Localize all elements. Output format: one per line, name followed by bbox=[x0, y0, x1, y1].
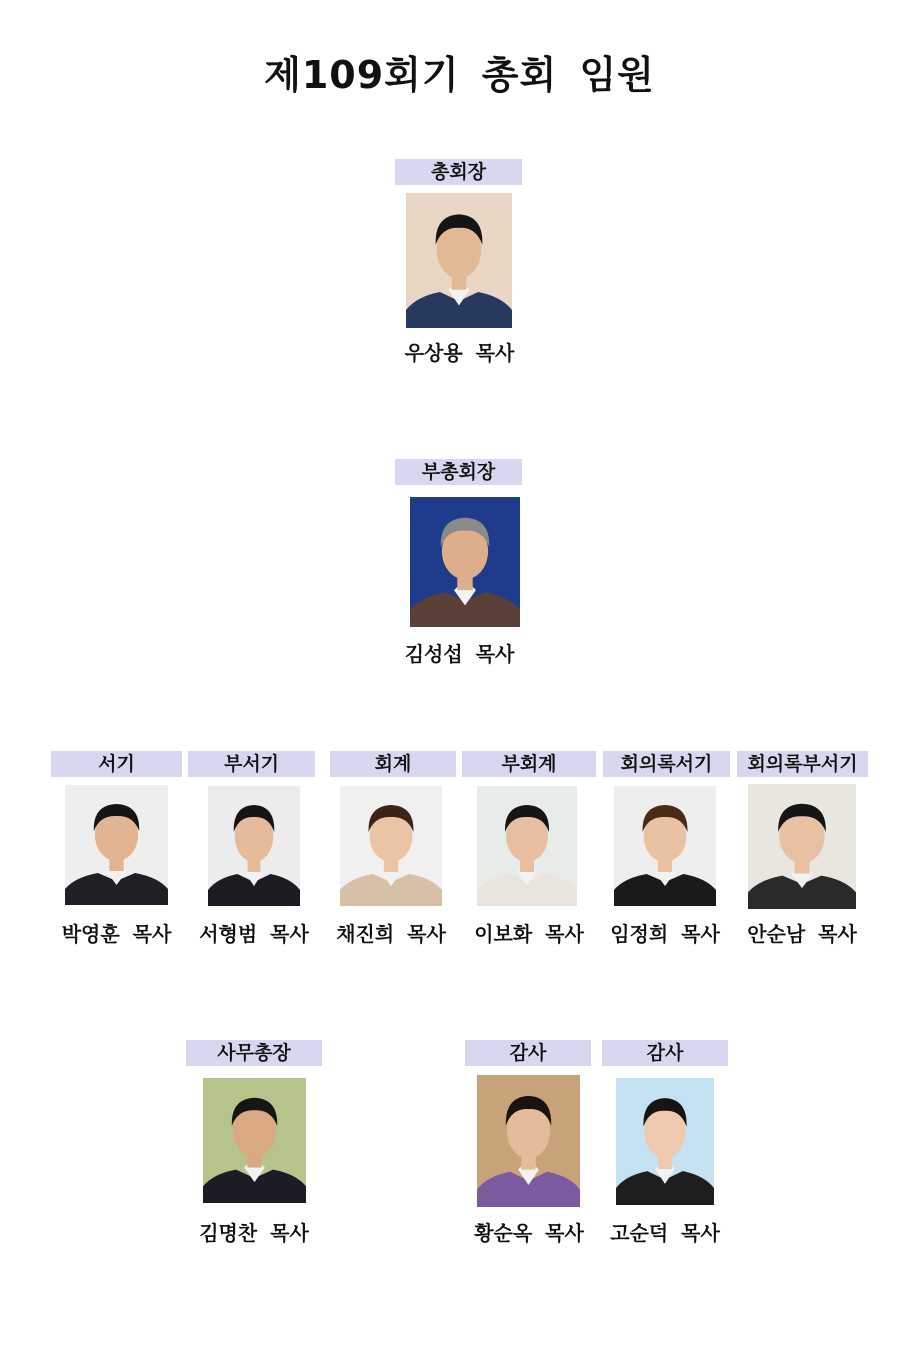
portrait-silhouette bbox=[614, 786, 716, 906]
officer-name: 채진희 목사 bbox=[336, 922, 446, 946]
role-label: 부회계 bbox=[462, 751, 596, 777]
portrait-photo bbox=[65, 785, 168, 905]
officer-name: 서형범 목사 bbox=[199, 922, 309, 946]
officer-name: 김성섭 목사 bbox=[404, 642, 515, 666]
role-label: 사무총장 bbox=[186, 1040, 322, 1066]
officer-name: 임정희 목사 bbox=[610, 922, 720, 946]
portrait-photo bbox=[616, 1078, 714, 1205]
page-title: 제109회기 총회 임원 bbox=[264, 53, 655, 97]
role-label: 회계 bbox=[330, 751, 456, 777]
portrait-photo bbox=[614, 786, 716, 906]
portrait-photo bbox=[203, 1078, 306, 1203]
portrait-photo bbox=[477, 786, 577, 906]
officer-name: 박영훈 목사 bbox=[61, 922, 172, 946]
portrait-photo bbox=[410, 497, 520, 627]
portrait-silhouette bbox=[616, 1078, 714, 1205]
portrait-silhouette bbox=[477, 1075, 580, 1207]
role-label: 부총회장 bbox=[395, 459, 522, 485]
portrait-photo bbox=[477, 1075, 580, 1207]
portrait-photo bbox=[340, 786, 442, 906]
officer-name: 이보화 목사 bbox=[474, 922, 584, 946]
portrait-silhouette bbox=[208, 786, 300, 906]
officer-name: 김명찬 목사 bbox=[199, 1221, 309, 1245]
portrait-silhouette bbox=[203, 1078, 306, 1203]
portrait-photo bbox=[748, 784, 856, 909]
portrait-silhouette bbox=[748, 784, 856, 909]
role-label: 부서기 bbox=[188, 751, 315, 777]
portrait-photo bbox=[208, 786, 300, 906]
role-label: 서기 bbox=[51, 751, 182, 777]
role-label: 감사 bbox=[602, 1040, 728, 1066]
officer-name: 고순덕 목사 bbox=[610, 1221, 720, 1245]
officer-name: 우상용 목사 bbox=[404, 341, 515, 365]
officer-name: 황순옥 목사 bbox=[474, 1221, 584, 1245]
role-label: 회의록부서기 bbox=[737, 751, 868, 777]
portrait-silhouette bbox=[406, 193, 512, 328]
role-label: 회의록서기 bbox=[603, 751, 730, 777]
portrait-silhouette bbox=[65, 785, 168, 905]
portrait-photo bbox=[406, 193, 512, 328]
role-label: 감사 bbox=[465, 1040, 591, 1066]
officer-name: 안순남 목사 bbox=[747, 922, 857, 946]
portrait-silhouette bbox=[477, 786, 577, 906]
role-label: 총회장 bbox=[395, 159, 522, 185]
portrait-silhouette bbox=[340, 786, 442, 906]
portrait-silhouette bbox=[410, 497, 520, 627]
